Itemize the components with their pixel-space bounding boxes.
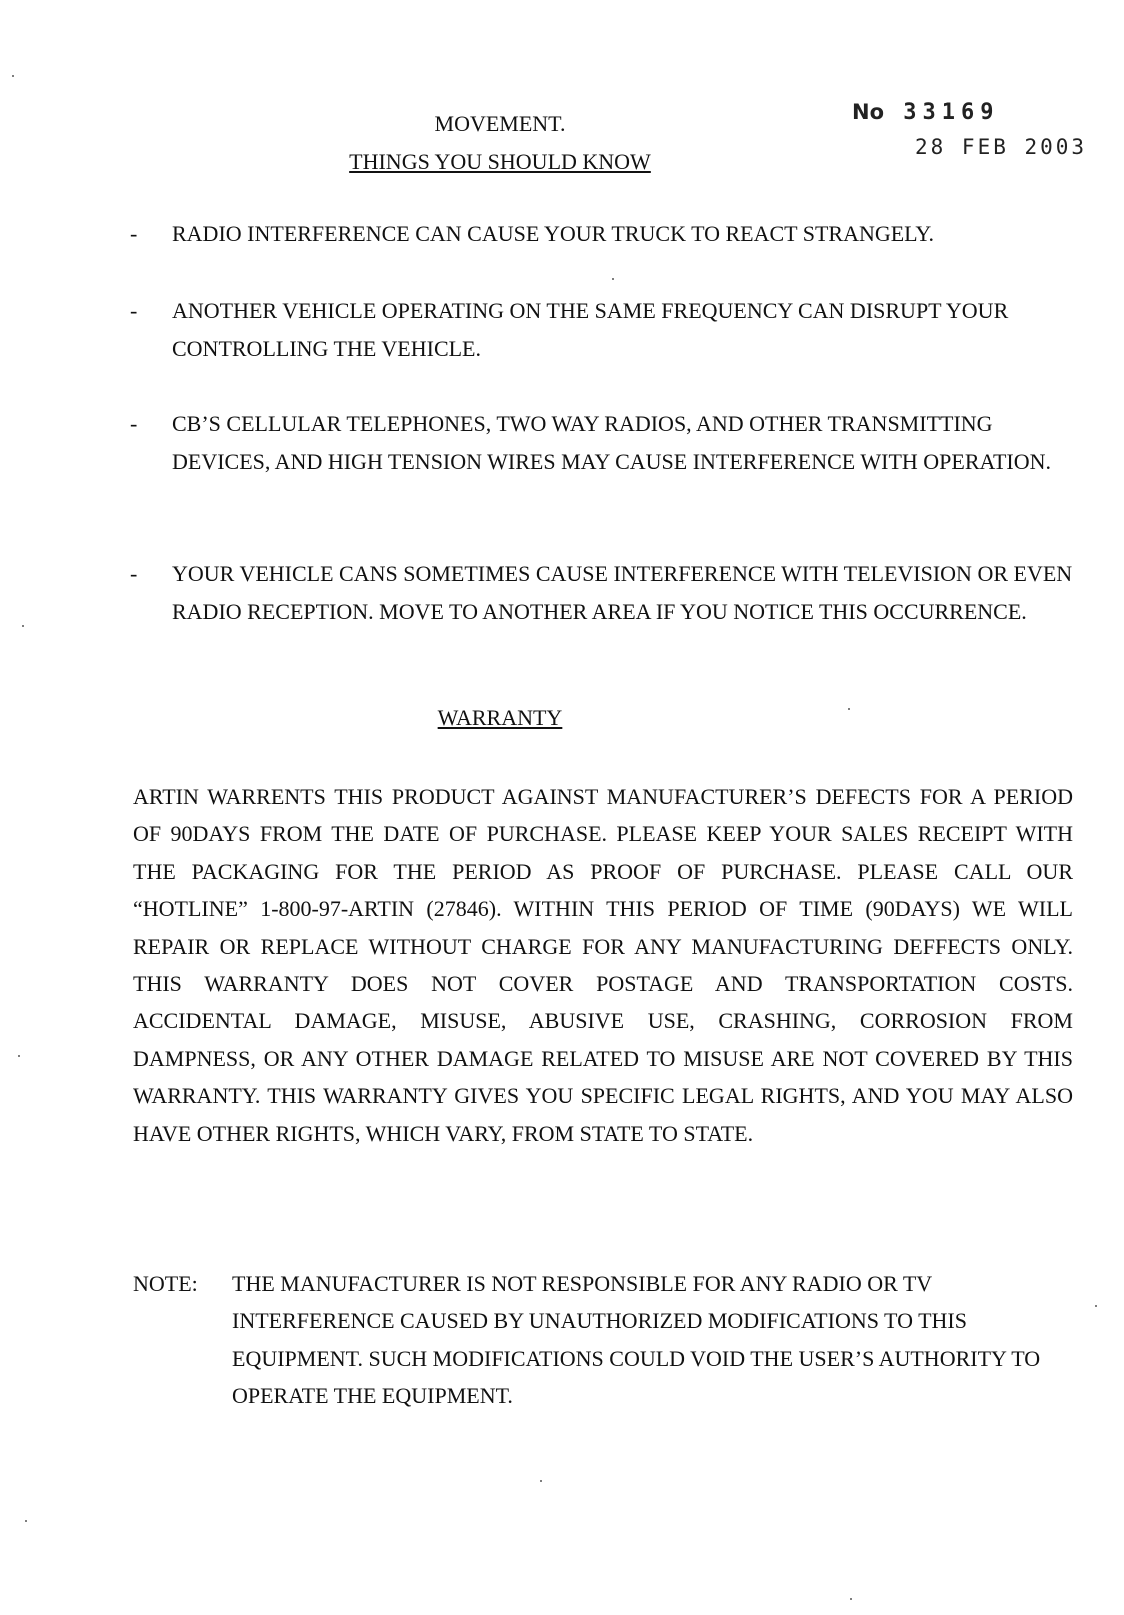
- bullet-dash: -: [130, 298, 138, 323]
- bullet-text: ANOTHER VEHICLE OPERATING ON THE SAME FREQUENCY CAN DISRUPT YOUR CONTROLLING THE VEHICLE.: [172, 298, 1009, 361]
- scan-speck: [850, 1598, 852, 1600]
- stamp-number-prefix: No: [852, 100, 885, 124]
- warranty-heading: WARRANTY: [437, 705, 563, 730]
- stamp-date: 28 FEB 2003: [915, 135, 1088, 159]
- scan-speck: [22, 625, 24, 627]
- bullet-dash: -: [130, 561, 138, 586]
- scan-speck: [25, 1520, 27, 1522]
- bullet-dash: -: [130, 411, 138, 436]
- scan-speck: [18, 1055, 20, 1057]
- scan-speck: [612, 278, 614, 280]
- scan-speck: [848, 708, 850, 710]
- scan-speck: [1095, 1305, 1097, 1307]
- bullet-text: CB’S CELLULAR TELEPHONES, TWO WAY RADIOS, AND OTHER TRANSMITTING DEVICES, AND HIGH TENSION WIRES MAY CAUSE INTERFERENCE WITH OPERATION.: [172, 411, 1051, 474]
- document-title: MOVEMENT.: [434, 111, 566, 136]
- stamp-number-value: 33169: [903, 100, 1000, 125]
- bullet-text: RADIO INTERFERENCE CAN CAUSE YOUR TRUCK TO REACT STRANGELY.: [172, 221, 934, 246]
- document-subtitle: THINGS YOU SHOULD KNOW: [349, 149, 651, 174]
- note-label: NOTE:: [133, 1271, 198, 1296]
- bullet-dash: -: [130, 221, 138, 246]
- scan-speck: [12, 75, 14, 77]
- stamp-number: [852, 100, 1000, 125]
- note-paragraph: THE MANUFACTURER IS NOT RESPONSIBLE FOR ANY RADIO OR TV INTERFERENCE CAUSED BY UNAUTHORIZED MODIFICATIONS TO THIS EQUIPMENT. SUCH MODIFICATIONS COULD VOID THE USER’S AUTHORITY TO OPERATE THE EQUIPMENT.: [232, 1271, 1041, 1409]
- scan-speck: [540, 1480, 542, 1482]
- bullet-text: YOUR VEHICLE CANS SOMETIMES CAUSE INTERFERENCE WITH TELEVISION OR EVEN RADIO RECEPTION. MOVE TO ANOTHER AREA IF YOU NOTICE THIS OCCURRENCE.: [172, 561, 1073, 624]
- warranty-paragraph: ARTIN WARRENTS THIS PRODUCT AGAINST MANUFACTURER’S DEFECTS FOR A PERIOD OF 90DAYS FROM THE DATE OF PURCHASE. PLEASE KEEP YOUR SALES RECEIPT WITH THE PACKAGING FOR THE PERIOD AS PROOF OF PURCHASE. PLEASE CALL OUR “HOTLINE” 1-800-97-ARTIN (27846). WITHIN THIS PERIOD OF TIME (90DAYS) WE WILL REPAIR OR REPLACE WITHOUT CHARGE FOR ANY MANUFACTURING DEFFECTS ONLY. THIS WARRANTY DOES NOT COVER POSTAGE AND TRANSPORTATION COSTS. ACCIDENTAL DAMAGE, MISUSE, ABUSIVE USE, CRASHING, CORROSION FROM DAMPNESS, OR ANY OTHER DAMAGE RELATED TO MISUSE ARE NOT COVERED BY THIS WARRANTY. THIS WARRANTY GIVES YOU SPECIFIC LEGAL RIGHTS, AND YOU MAY ALSO HAVE OTHER RIGHTS, WHICH VARY, FROM STATE TO STATE.: [133, 784, 1073, 1146]
